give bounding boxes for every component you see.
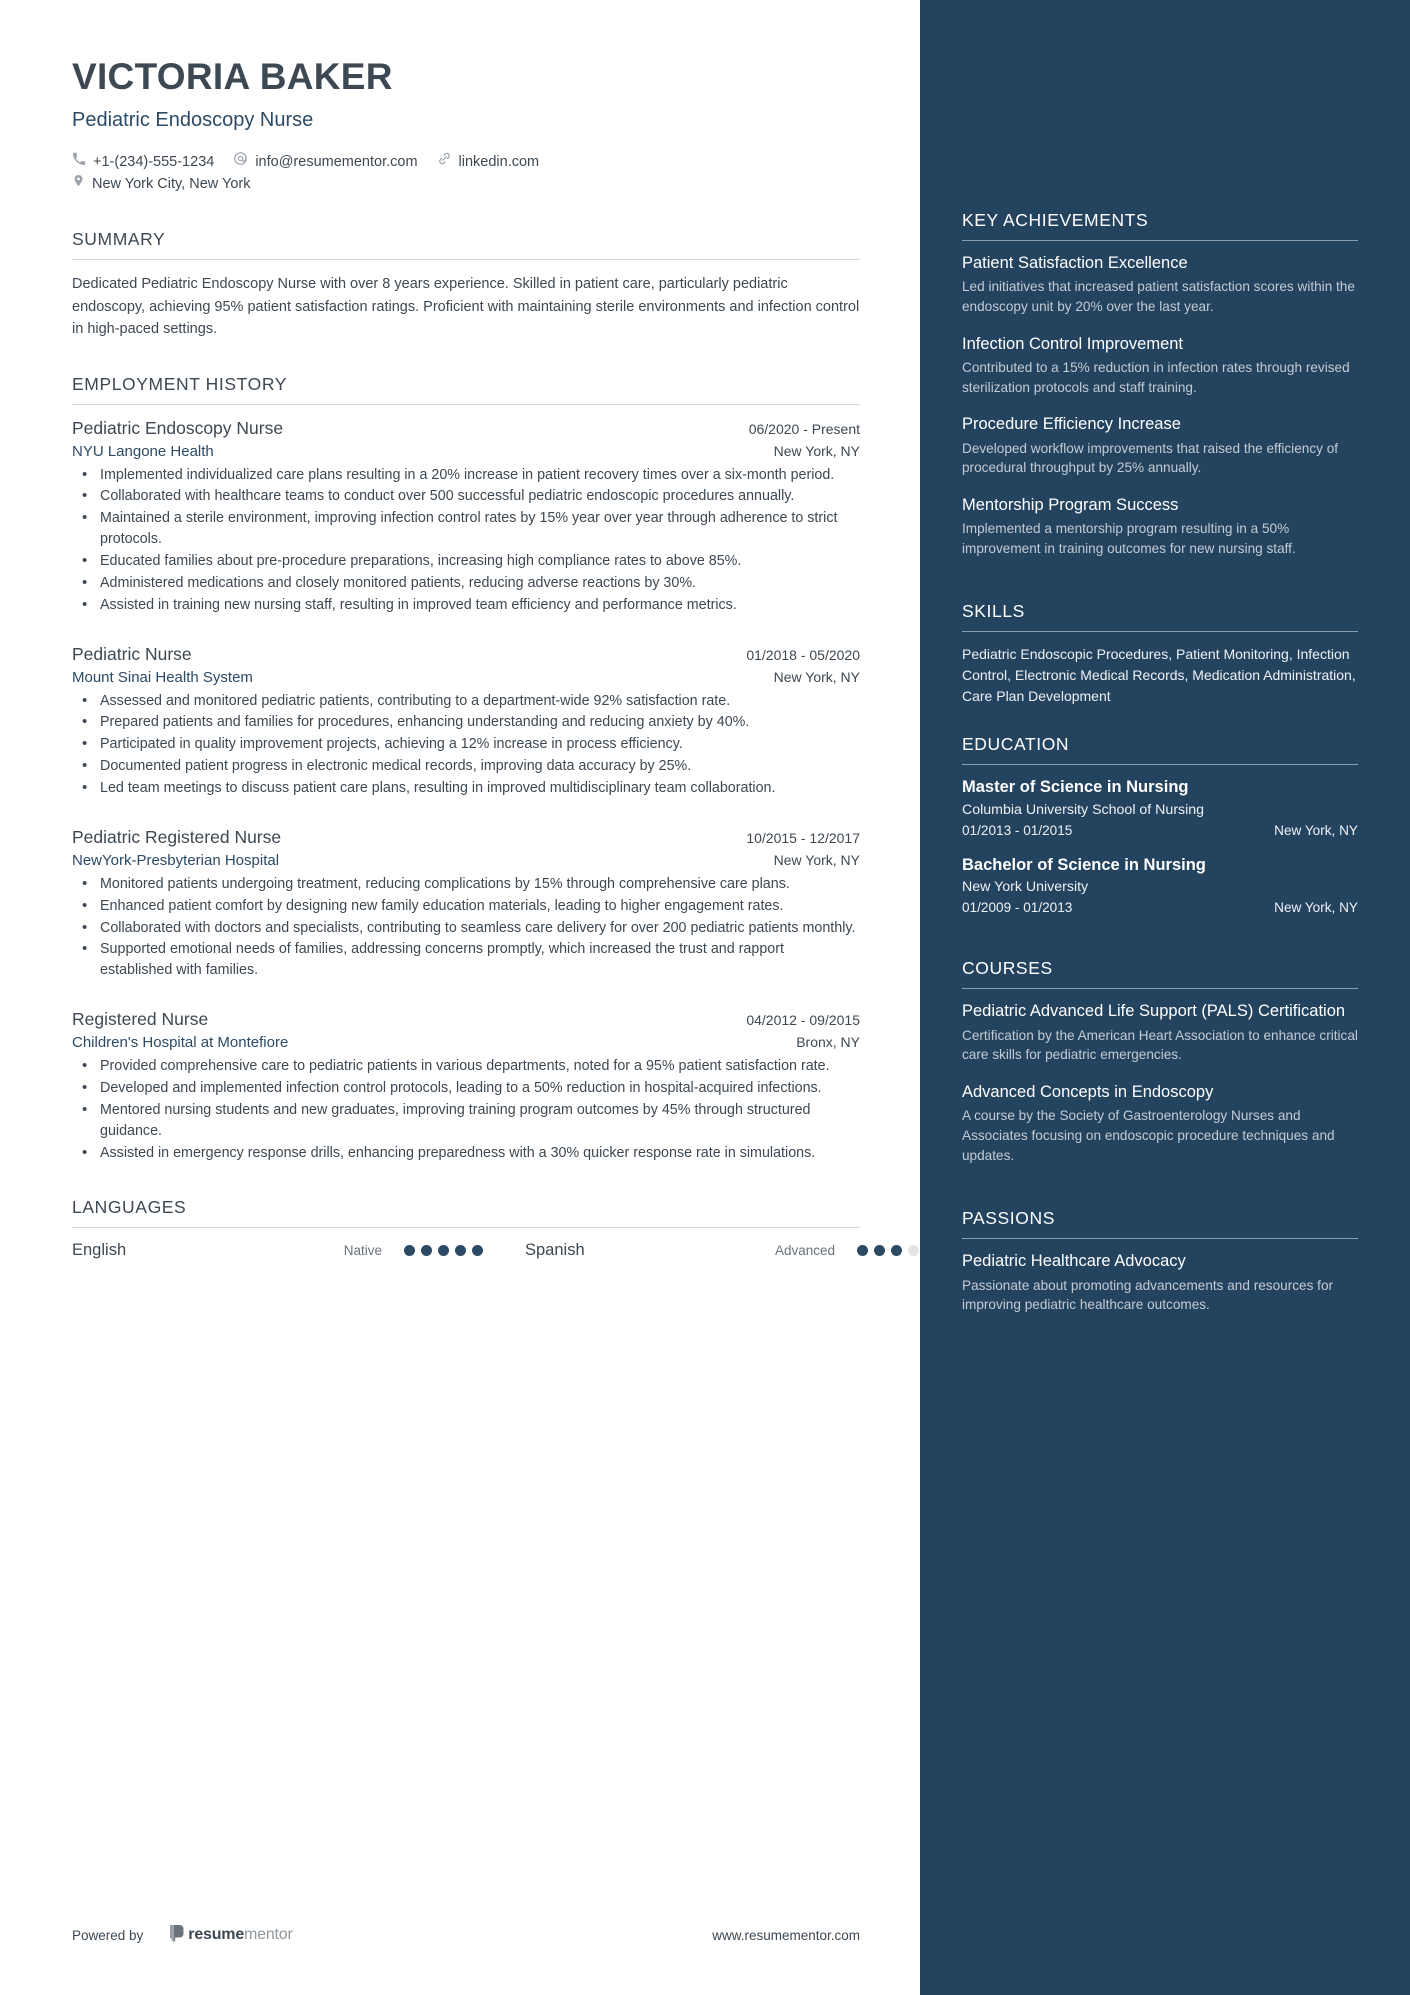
contact-email-text: info@resumementor.com [255, 153, 418, 170]
courses-divider [962, 988, 1358, 989]
summary-divider [72, 259, 860, 260]
key-achievements-divider [962, 240, 1358, 241]
key-achievements-heading: KEY ACHIEVEMENTS [962, 210, 1149, 230]
achievement-item [962, 253, 1358, 317]
job-bullet-list [72, 691, 860, 799]
languages-heading: LANGUAGES [72, 1197, 187, 1218]
language-name: English [72, 1241, 127, 1260]
contact-phone-text: +1-(234)-555-1234 [93, 153, 215, 170]
employment-entry-header [72, 644, 860, 665]
employment-entry-subheader [72, 443, 860, 460]
education-meta [962, 823, 1358, 838]
contact-location [72, 173, 251, 195]
employment-entry [72, 418, 860, 616]
achievements-list [962, 253, 1358, 558]
job-bullet-list [72, 465, 860, 616]
employment-entry-subheader [72, 1034, 860, 1051]
rating-dot [857, 1245, 868, 1256]
courses-section [962, 958, 1358, 1165]
achievement-item-desc: Developed workflow improvements that raised the efficiency of procedural throughput by 25% annually. [962, 440, 1339, 476]
rating-dot [472, 1245, 483, 1256]
brand-name-bold: resume [188, 1926, 245, 1943]
powered-by-label: Powered by [72, 1927, 144, 1943]
course-item-desc: Certification by the American Heart Association to enhance critical care skills for pediatric emergencies. [962, 1027, 1358, 1063]
job-bullet: • Assessed and monitored pediatric patients, contributing to a department-wide 92% satisfaction rate. [72, 691, 860, 712]
education-item [962, 777, 1358, 837]
job-bullet: • Collaborated with healthcare teams to conduct over 500 successful pediatric endoscopic procedures annually. [72, 486, 860, 507]
spacer [72, 991, 860, 1009]
link-icon [437, 151, 459, 173]
passions-section [962, 1208, 1358, 1315]
job-bullet: • Implemented individualized care plans resulting in a 20% increase in patient recovery times over a six-month period. [72, 465, 860, 486]
courses-list [962, 1001, 1358, 1165]
achievement-item [962, 495, 1358, 559]
resumementor-logo[interactable] [169, 1924, 292, 1946]
sidebar [920, 0, 1410, 1995]
course-item-desc: A course by the Society of Gastroenterology Nurses and Associates focusing on endoscopic procedure techniques and updates. [962, 1108, 1335, 1163]
achievement-item-title: Patient Satisfaction Excellence [962, 254, 1188, 272]
footer-website[interactable]: www.resumementor.com [712, 1927, 860, 1943]
employment-divider [72, 404, 860, 405]
job-bullet-list [72, 874, 860, 981]
course-item [962, 1082, 1358, 1165]
employment-section [72, 374, 860, 1164]
contact-location-text: New York City, New York [92, 176, 251, 193]
email-icon [233, 151, 255, 173]
job-company: NYU Langone Health [72, 442, 214, 460]
achievement-item-title: Procedure Efficiency Increase [962, 415, 1181, 434]
job-bullet: • Enhanced patient comfort by designing new family education materials, leading to higher engagement rates. [72, 896, 860, 917]
job-dates: 01/2018 - 05/2020 [746, 646, 860, 663]
education-meta [962, 900, 1358, 915]
brand-name-light: mentor [244, 1926, 293, 1943]
rating-dot [455, 1245, 466, 1256]
education-list [962, 777, 1358, 915]
education-location: New York, NY [1274, 822, 1358, 838]
course-item [962, 1001, 1358, 1065]
summary-heading: SUMMARY [72, 229, 166, 250]
employment-entry-header [72, 1009, 860, 1030]
skills-heading: SKILLS [962, 601, 1025, 622]
education-school: New York University [962, 879, 1089, 896]
rating-dot [874, 1245, 885, 1256]
employment-entry [72, 1009, 860, 1163]
footer-brand [72, 1924, 293, 1946]
job-bullet: • Monitored patients undergoing treatment, reducing complications by 15% through comprehensive care plans. [72, 874, 860, 895]
skills-section [962, 601, 1358, 706]
achievement-item [962, 414, 1358, 478]
job-bullet: • Administered medications and closely monitored patients, reducing adverse reactions by 30%. [72, 573, 860, 594]
languages-list [72, 1241, 860, 1260]
page-title: VICTORIA BAKER [72, 56, 393, 97]
job-company: Children's Hospital at Montefiore [72, 1034, 289, 1052]
job-role: Pediatric Registered Nurse [72, 826, 282, 847]
languages-section [72, 1197, 860, 1260]
spacer [72, 626, 860, 644]
job-dates: 04/2012 - 09/2015 [746, 1012, 860, 1029]
education-item [962, 855, 1358, 915]
location-pin-icon [72, 173, 92, 195]
education-divider [962, 764, 1358, 765]
education-location: New York, NY [1274, 900, 1358, 916]
language-item [525, 1241, 936, 1260]
skills-text: Pediatric Endoscopic Procedures, Patient Monitoring, Infection Control, Electronic Medical Records, Medication Administration, Care Plan Development [962, 646, 1356, 704]
passion-item-desc: Passionate about promoting advancements and resources for improving pediatric healthcare outcomes. [962, 1277, 1334, 1313]
passion-item-title: Pediatric Healthcare Advocacy [962, 1252, 1186, 1271]
education-dates: 01/2013 - 01/2015 [962, 822, 1073, 838]
passions-heading: PASSIONS [962, 1208, 1055, 1229]
language-level: Advanced [774, 1243, 835, 1259]
language-level: Native [343, 1243, 382, 1259]
education-heading: EDUCATION [962, 734, 1070, 755]
education-degree: Bachelor of Science in Nursing [962, 855, 1206, 874]
key-achievements-section [962, 210, 1358, 558]
courses-heading: COURSES [962, 958, 1053, 979]
employment-entry-header [72, 827, 860, 848]
course-item-title: Advanced Concepts in Endoscopy [962, 1082, 1214, 1101]
language-item [72, 1241, 483, 1260]
spacer [962, 575, 1358, 601]
education-degree: Master of Science in Nursing [962, 778, 1189, 797]
employment-entry-header [72, 418, 860, 439]
footer [72, 1924, 860, 1946]
passions-list [962, 1251, 1358, 1315]
employment-entry [72, 827, 860, 981]
job-location: New York, NY [773, 851, 860, 868]
passions-divider [962, 1238, 1358, 1239]
passion-item [962, 1251, 1358, 1315]
education-section [962, 734, 1358, 915]
job-role: Pediatric Endoscopy Nurse [72, 417, 284, 438]
job-bullet: • Developed and implemented infection control protocols, leading to a 50% reduction in hospital-acquired infections. [72, 1078, 860, 1099]
resumementor-mark-icon [169, 1924, 184, 1946]
job-bullet: • Prepared patients and families for procedures, enhancing understanding and reducing anxiety by 40%. [72, 712, 860, 733]
job-location: New York, NY [773, 442, 860, 459]
job-dates: 10/2015 - 12/2017 [746, 829, 860, 846]
job-role: Pediatric Nurse [72, 643, 192, 664]
job-location: Bronx, NY [796, 1034, 860, 1051]
contact-linkedin-text: linkedin.com [458, 153, 540, 170]
rating-dot [908, 1245, 919, 1256]
languages-divider [72, 1227, 860, 1228]
job-bullet: • Mentored nursing students and new graduates, improving training program outcomes by 45% through structured guidance. [72, 1100, 860, 1142]
contact-email[interactable] [233, 151, 417, 173]
rating-dot [421, 1245, 432, 1256]
skills-divider [962, 631, 1358, 632]
job-bullet: • Led team meetings to discuss patient care plans, resulting in improved multidisciplinary team collaboration. [72, 778, 860, 799]
job-location: New York, NY [773, 668, 860, 685]
job-bullet: • Maintained a sterile environment, improving infection control rates by 15% year over year through adherence to strict protocols. [72, 508, 860, 550]
headline-job-title: Pediatric Endoscopy Nurse [72, 108, 314, 131]
language-name: Spanish [525, 1241, 585, 1260]
achievement-item-desc: Implemented a mentorship program resulting in a 50% improvement in training outcomes for new nursing staff. [962, 521, 1296, 556]
job-bullet: • Documented patient progress in electronic medical records, improving data accuracy by 25%. [72, 756, 860, 777]
job-bullet-list [72, 1056, 860, 1163]
summary-text: Dedicated Pediatric Endoscopy Nurse with over 8 years experience. Skilled in patient care, particularly pediatric endoscopy, achieving 95% patient satisfaction ratings. Proficient with maintaining sterile environments and infection control in high-paced settings. [72, 276, 860, 337]
achievement-item-title: Infection Control Improvement [962, 334, 1184, 353]
employment-heading: EMPLOYMENT HISTORY [72, 373, 288, 394]
employment-entry [72, 644, 860, 799]
language-rating-dots [404, 1245, 483, 1256]
achievement-item-desc: Contributed to a 15% reduction in infection rates through revised sterilization protocols and staff training. [962, 360, 1350, 395]
achievement-item-desc: Led initiatives that increased patient satisfaction scores within the endoscopy unit by 20% over the last year. [962, 279, 1355, 315]
job-bullet: • Participated in quality improvement projects, achieving a 12% increase in process efficiency. [72, 734, 860, 755]
job-dates: 06/2020 - Present [748, 420, 860, 437]
spacer [962, 1182, 1358, 1208]
job-bullet: • Collaborated with doctors and specialists, contributing to seamless care delivery for over 200 pediatric patients monthly. [72, 918, 860, 939]
sidebar-top-spacer [962, 56, 1358, 210]
job-role: Registered Nurse [72, 1009, 209, 1030]
spacer [962, 932, 1358, 958]
rating-dot [891, 1245, 902, 1256]
job-bullet: • Provided comprehensive care to pediatric patients in various departments, noted for a 95% patient satisfaction rate. [72, 1056, 860, 1077]
employment-entry-subheader [72, 852, 860, 869]
summary-section [72, 229, 860, 339]
course-item-title: Pediatric Advanced Life Support (PALS) Certification [962, 1002, 1346, 1021]
job-bullet: • Assisted in training new nursing staff, resulting in improved team efficiency and performance metrics. [72, 595, 860, 616]
education-dates: 01/2009 - 01/2013 [962, 900, 1073, 916]
phone-icon [72, 151, 93, 173]
spacer [72, 809, 860, 827]
achievement-item-title: Mentorship Program Success [962, 495, 1179, 514]
education-school: Columbia University School of Nursing [962, 801, 1205, 818]
job-bullet: • Educated families about pre-procedure preparations, increasing high compliance rates to above 85%. [72, 551, 860, 572]
job-bullet: • Assisted in emergency response drills, enhancing preparedness with a 30% quicker response rate in simulations. [72, 1143, 860, 1164]
job-company: NewYork-Presbyterian Hospital [72, 851, 280, 869]
rating-dot [438, 1245, 449, 1256]
contact-linkedin[interactable] [437, 151, 540, 173]
achievement-item [962, 334, 1358, 398]
rating-dot [404, 1245, 415, 1256]
job-company: Mount Sinai Health System [72, 668, 253, 686]
contact-phone[interactable] [72, 151, 214, 173]
spacer [962, 708, 1358, 734]
employment-list [72, 418, 860, 1164]
contact-info [72, 151, 860, 196]
employment-entry-subheader [72, 669, 860, 686]
job-bullet: • Supported emotional needs of families, addressing concerns promptly, which increased the trust and rapport established with families. [72, 939, 860, 981]
